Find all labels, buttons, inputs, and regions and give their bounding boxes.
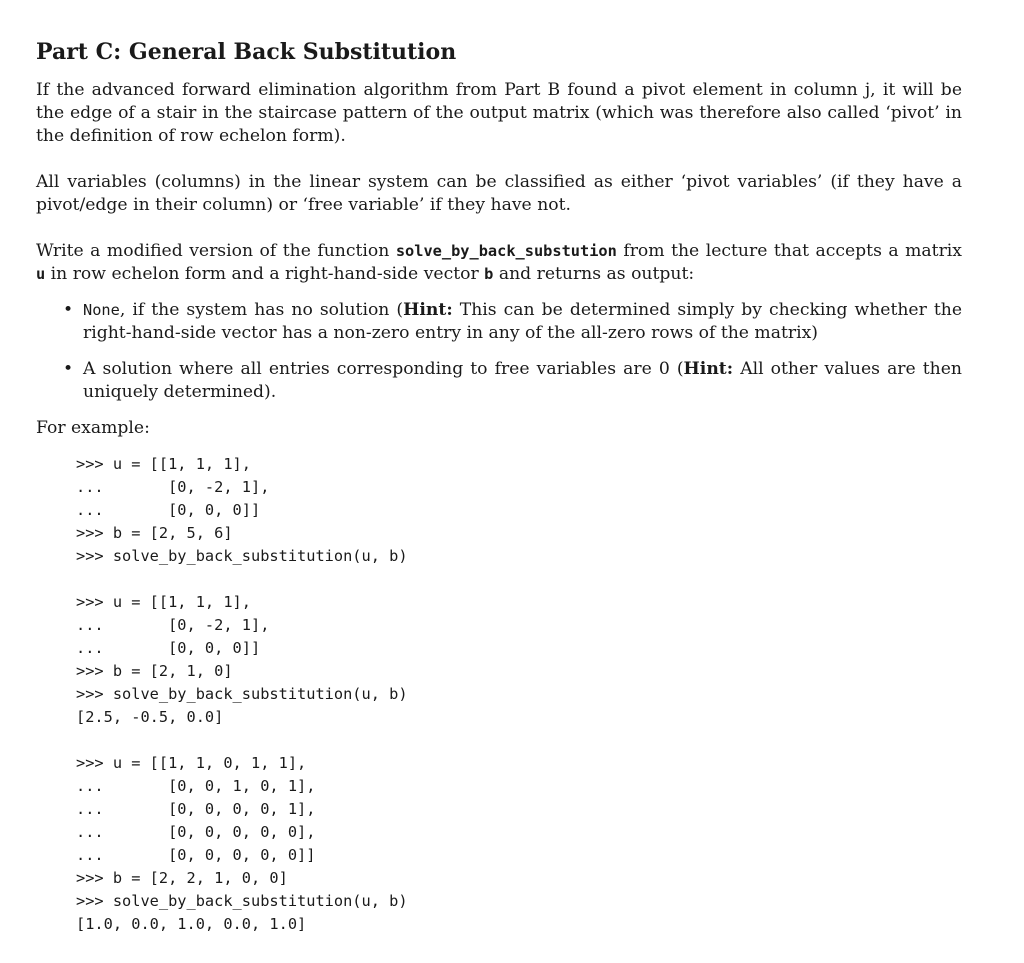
code-line: >>> b = [2, 5, 6] (76, 524, 233, 542)
hint-label: Hint: (683, 359, 734, 379)
code-line: ... [0, 0, 0, 0, 1], (76, 800, 316, 818)
function-name-code: solve_by_back_substution (395, 242, 617, 260)
code-line: ... [0, -2, 1], (76, 616, 270, 634)
code-line: ... [0, 0, 1, 0, 1], (76, 777, 316, 795)
task-text-mid2: in row echelon form and a right-hand-side vector (45, 264, 485, 284)
code-line: ... [0, 0, 0]] (76, 639, 261, 657)
code-examples (76, 453, 962, 936)
list-item-text: , if the system has no solution ( (119, 300, 404, 320)
code-example-block (76, 591, 962, 729)
code-line: ... [0, -2, 1], (76, 478, 270, 496)
output-requirements-list (36, 299, 962, 404)
code-example-block (76, 453, 962, 568)
code-line: ... [0, 0, 0, 0, 0]] (76, 846, 316, 864)
bullet-icon: • (63, 359, 74, 379)
list-item-none-case (36, 299, 962, 345)
code-line: ... [0, 0, 0]] (76, 501, 261, 519)
document-page (36, 38, 962, 936)
paragraph-task-description (36, 240, 962, 286)
code-line: >>> u = [[1, 1, 1], (76, 593, 251, 611)
code-example-block (76, 752, 962, 936)
bullet-icon: • (63, 300, 74, 320)
code-line: >>> solve_by_back_substitution(u, b) (76, 547, 408, 565)
code-line: >>> b = [2, 2, 1, 0, 0] (76, 869, 288, 887)
task-text-mid1: from the lecture that accepts a matrix (616, 241, 962, 261)
none-code: None (83, 301, 120, 319)
matrix-u-code: u (36, 265, 46, 283)
list-item-solution-case (36, 358, 962, 404)
vector-b-code: b (484, 265, 494, 283)
hint-label: Hint: (403, 300, 453, 320)
code-line: >>> solve_by_back_substitution(u, b) (76, 685, 408, 703)
code-line: [2.5, -0.5, 0.0] (76, 708, 224, 726)
code-line: ... [0, 0, 0, 0, 0], (76, 823, 316, 841)
example-label: For example: (36, 418, 150, 438)
code-block-gap (76, 568, 962, 591)
paragraph-variable-classification: All variables (columns) in the linear system can be classified as either ‘pivot variables’ (if they have a pivot/edge in their column) or ‘free variable’ if they have not. (36, 172, 962, 215)
code-block-gap (76, 729, 962, 752)
list-item-text: A solution where all entries corresponding to free variables are 0 ( (83, 359, 684, 379)
code-line: [1.0, 0.0, 1.0, 0.0, 1.0] (76, 915, 307, 933)
code-line: >>> u = [[1, 1, 0, 1, 1], (76, 754, 307, 772)
list-item-text: This can be determined simply by checking whether the right-hand-side vector has a non-zero entry in any of the all-zero rows of the matrix) (83, 300, 963, 343)
paragraph-pivot-definition: If the advanced forward elimination algorithm from Part B found a pivot element in column j, it will be the edge of a stair in the staircase pattern of the output matrix (which was therefore also called ‘pivot’ in the definition of row echelon form). (36, 80, 962, 146)
code-line: >>> solve_by_back_substitution(u, b) (76, 892, 408, 910)
code-line: >>> u = [[1, 1, 1], (76, 455, 251, 473)
task-text-after: and returns as output: (493, 264, 695, 284)
list-item-text: All other values are then uniquely determined). (83, 359, 962, 402)
code-line: >>> b = [2, 1, 0] (76, 662, 233, 680)
section-title: Part C: General Back Substitution (36, 39, 457, 65)
task-text-before: Write a modified version of the function (36, 241, 396, 261)
